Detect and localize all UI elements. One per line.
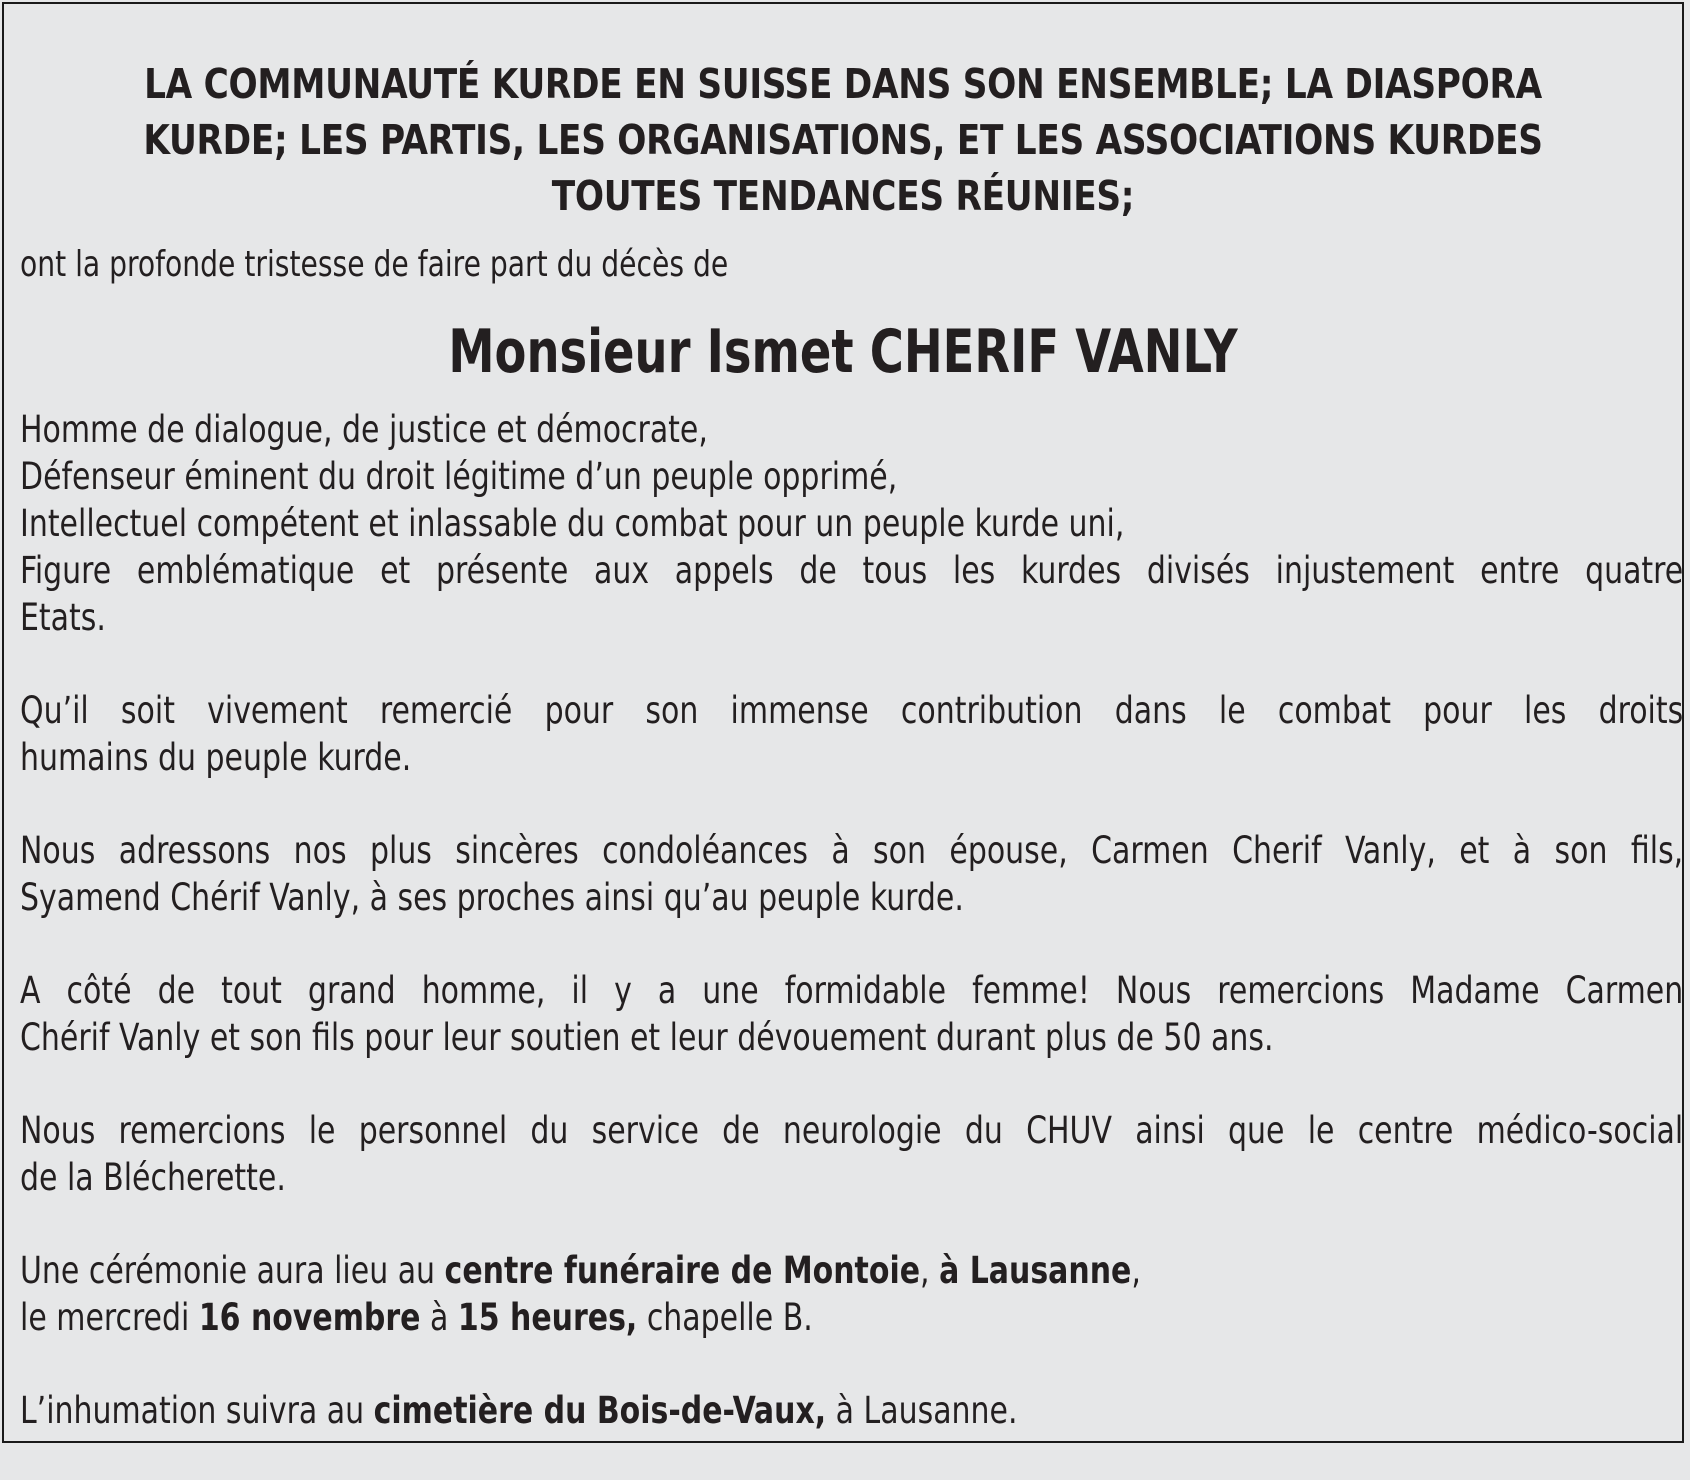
ceremony-text-3: , <box>1131 1249 1141 1292</box>
deceased-name: Monsieur Ismet CHERIF VANLY <box>448 317 1238 387</box>
header-line-3: TOUTES TENDANCES RÉUNIES; <box>551 172 1135 220</box>
burial-place: cimetière du Bois-de-Vaux, <box>373 1389 827 1432</box>
tribute-line-3: Intellectuel compétent et inlassable du combat pour un peuple kurde uni, <box>20 502 1125 545</box>
ceremony-place: centre funéraire de Montoie <box>444 1249 921 1292</box>
wife-tribute-line-1: A côté de tout grand homme, il y a une formidable femme! Nous remercions Madame Carmen <box>20 969 1684 1012</box>
ceremony-paragraph <box>20 1247 1683 1341</box>
header-line-2: KURDE; LES PARTIS, LES ORGANISATIONS, ET LES ASSOCIATIONS KURDES <box>143 116 1543 164</box>
obituary-notice <box>2 2 1684 1443</box>
tribute-line-1: Homme de dialogue, de justice et démocrate, <box>20 408 708 451</box>
staff-thanks-paragraph <box>20 1107 1683 1201</box>
ceremony-city: à Lausanne <box>939 1249 1132 1292</box>
ceremony-date: 16 novembre <box>198 1296 421 1339</box>
ceremony-text-6: chapelle B. <box>637 1296 813 1339</box>
staff-thanks-line-1: Nous remercions le personnel du service de neurologie du CHUV ainsi que le centre médico-social <box>20 1109 1684 1152</box>
header-title <box>63 56 1624 224</box>
ceremony-text-1: Une cérémonie aura lieu au <box>20 1249 445 1292</box>
burial-text-1: L’inhumation suivra au <box>20 1389 374 1432</box>
ceremony-line-2 <box>20 1294 1683 1341</box>
thanks-line-2: humains du peuple kurde. <box>20 736 412 779</box>
tribute-line-2: Défenseur éminent du droit légitime d’un peuple opprimé, <box>20 455 898 498</box>
thanks-line-1: Qu’il soit vivement remercié pour son immense contribution dans le combat pour les droits <box>20 689 1684 732</box>
burial-paragraph <box>20 1387 1683 1434</box>
ceremony-text-4: le mercredi <box>20 1296 199 1339</box>
tribute-line-4: Figure emblématique et présente aux appels de tous les kurdes divisés injustement entre quatre <box>20 549 1684 592</box>
condolences-line-2: Syamend Chérif Vanly, à ses proches ainsi qu’au peuple kurde. <box>20 876 964 919</box>
ceremony-line-1 <box>20 1247 1683 1294</box>
burial-line <box>20 1387 1683 1434</box>
header-line-1: LA COMMUNAUTÉ KURDE EN SUISSE DANS SON ENSEMBLE; LA DIASPORA <box>144 60 1542 108</box>
ceremony-text-2: , <box>920 1249 940 1292</box>
condolences-line-1: Nous adressons nos plus sincères condoléances à son épouse, Carmen Cherif Vanly, et à son fils, <box>20 829 1684 872</box>
ceremony-text-5: à <box>420 1296 458 1339</box>
tribute-line-5: Etats. <box>20 596 106 639</box>
staff-thanks-line-2: de la Blécherette. <box>20 1156 286 1199</box>
obituary-body <box>20 406 1683 1480</box>
burial-text-2: à Lausanne. <box>826 1389 1018 1432</box>
wife-tribute-paragraph <box>20 967 1683 1061</box>
intro-text: ont la profonde tristesse de faire part du décès de <box>20 244 729 285</box>
tribute-paragraph <box>20 406 1683 641</box>
wife-tribute-line-2: Chérif Vanly et son fils pour leur soutien et leur dévouement durant plus de 50 ans. <box>20 1016 1274 1059</box>
ceremony-time: 15 heures, <box>457 1296 638 1339</box>
condolences-paragraph <box>20 827 1683 921</box>
thanks-paragraph <box>20 687 1683 781</box>
